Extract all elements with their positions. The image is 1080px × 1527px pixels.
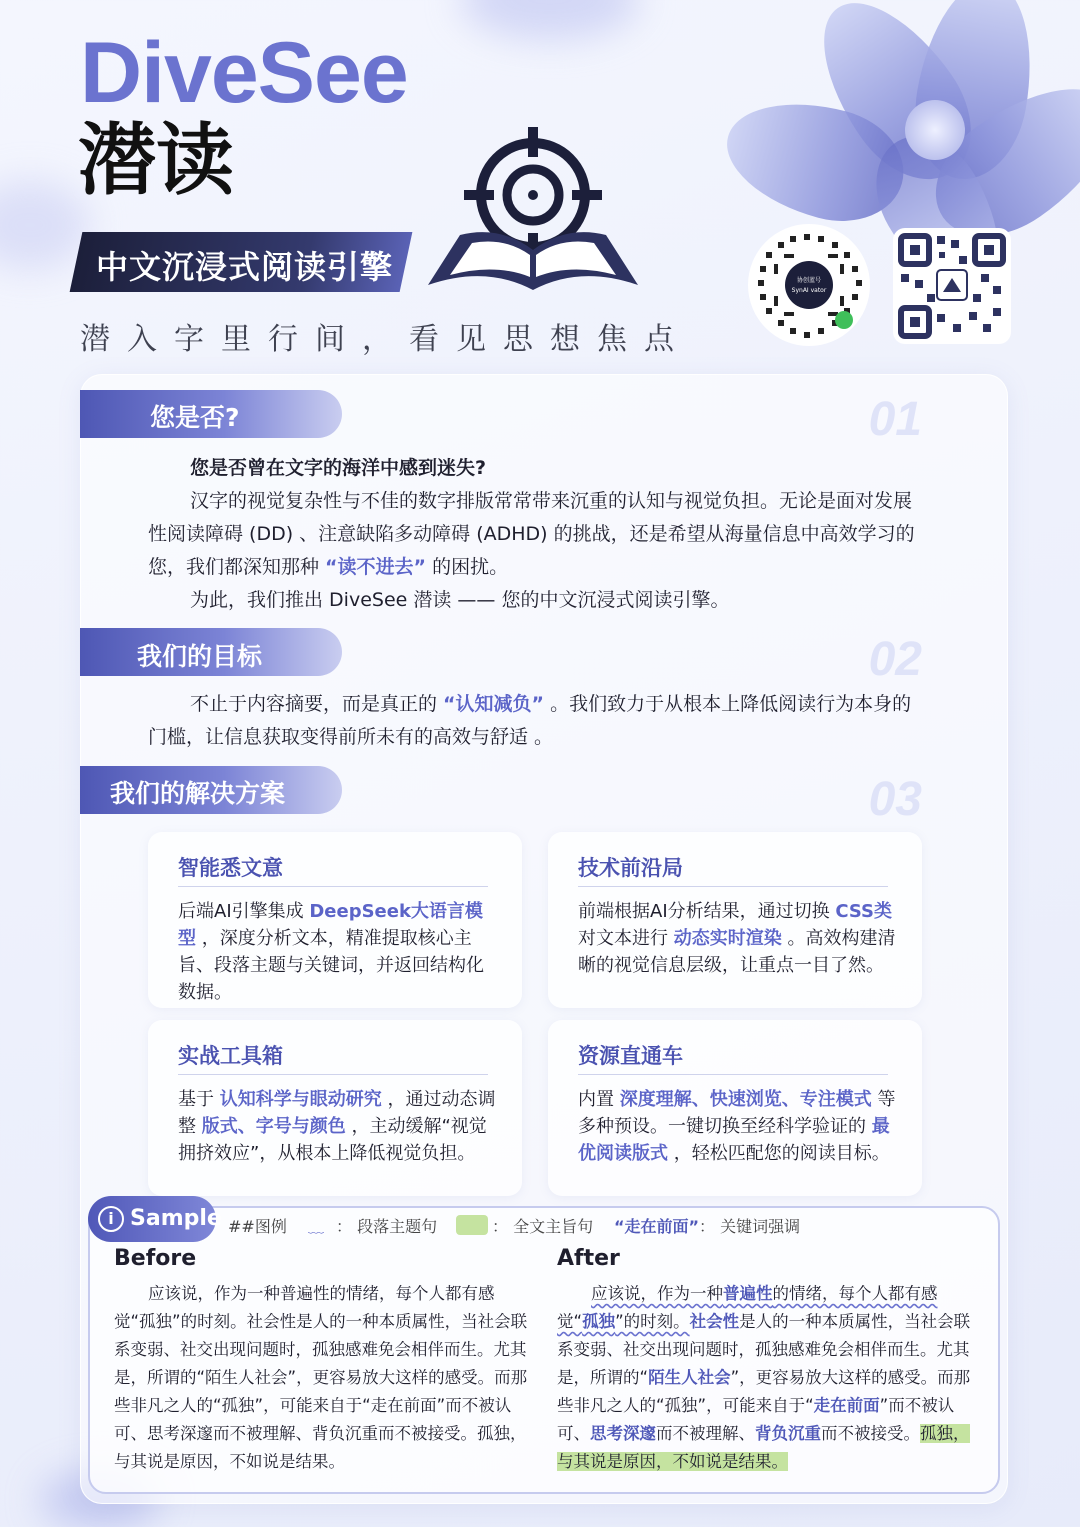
- section-number-1: 01: [868, 393, 922, 446]
- svg-text:协创蓝号: 协创蓝号: [796, 277, 822, 284]
- section-title-3: 我们的解决方案: [110, 779, 286, 808]
- card-title: 技术前沿局: [578, 856, 683, 880]
- legend-wavy: ： 段落主题句: [336, 1217, 438, 1236]
- card-title: 智能悉文意: [178, 856, 283, 880]
- highlight-text: “认知减负”: [443, 693, 545, 715]
- before-title: Before: [114, 1246, 197, 1271]
- section-title-2: 我们的目标: [137, 642, 263, 671]
- legend-title: ##图例: [228, 1217, 287, 1236]
- card-body: 内置 深度理解、快速浏览、专注模式 等多种预设。一键切换至经科学验证的 最优阅读版式 ，轻松匹配您的阅读目标。: [578, 1089, 896, 1164]
- solution-card-2: [548, 832, 922, 1008]
- after-title: After: [557, 1246, 620, 1271]
- section-1-closing: 为此，我们推出 DiveSee 潜读 —— 您的中文沉浸式阅读引擎。: [190, 589, 730, 611]
- brand-chinese-title: 潜读: [78, 116, 235, 206]
- section-1-lead: 您是否曾在文字的海洋中感到迷失?: [190, 457, 487, 479]
- solution-card-4: [548, 1020, 922, 1196]
- mini-program-code-icon: [748, 224, 870, 346]
- card-title: 资源直通车: [578, 1044, 683, 1068]
- slogan: 潜入字里行间，看见思想焦点: [80, 322, 691, 357]
- before-text: 应该说，作为一种普遍性的情绪，每个人都有感觉“孤独”的时刻。社会性是人的一种本质属性，当社会联系变弱、社交出现问题时，孤独感难免会相伴而生。尤其是，所谓的“陌生人社会”，更容易放大这样的感受。而那些非凡之人的“孤独”，可能来自于“走在前面”而不被认可、思考深邃而不被理解、背负沉重而不被接受。孤独，与其说是原因，不如说是结果。: [114, 1284, 528, 1471]
- main-idea-highlight: 孤独，与其说是原因，不如说是结果。: [557, 1424, 970, 1471]
- after-text: 应该说，作为一种普遍性的情绪，每个人都有感觉“孤独”的时刻。社会性是人的一种本质属性，当社会联系变弱、社交出现问题时，孤独感难免会相伴而生。尤其是，所谓的“陌生人社会”，更容易放大这样的感受。而那些非凡之人的“孤独”，可能来自于“走在前面”而不被认可、思考深邃而不被理解、背负沉重而不被接受。孤独，与其说是原因，不如说是结果。: [557, 1284, 971, 1471]
- card-body: 前端根据AI分析结果，通过切换 CSS类 对文本进行 动态实时渲染 。高效构建清晰的视觉信息层级，让重点一目了然。: [578, 901, 896, 976]
- solution-card-3: [148, 1020, 522, 1196]
- card-divider: [178, 886, 488, 887]
- mini-program-code[interactable]: [748, 224, 870, 346]
- green-swatch-icon: [456, 1215, 488, 1235]
- section-number-2: 02: [868, 633, 922, 686]
- svg-text:SynAI vator: SynAI vator: [791, 287, 827, 294]
- bg-blob-top: [460, 0, 640, 40]
- legend-keyword: “走在前面”： 关键词强调: [614, 1217, 801, 1236]
- tagline: 中文沉浸式阅读引擎: [96, 248, 394, 286]
- card-divider: [578, 886, 888, 887]
- highlight-text: “读不进去”: [325, 556, 427, 578]
- target-book-icon: [420, 125, 650, 300]
- card-body: 后端AI引擎集成 DeepSeek大语言模型 ，深度分析文本，精准提取核心主旨、段落主题与关键词，并返回结构化数据。: [178, 901, 484, 1003]
- card-body: 基于 认知科学与眼动研究 ，通过动态调整 版式、字号与颜色 ，主动缓解“视觉拥挤效应”，从根本上降低视觉负担。: [178, 1089, 496, 1164]
- section-number-3: 03: [868, 773, 922, 826]
- legend-green: ： 全文主旨句: [492, 1217, 594, 1236]
- sample-label: Sample: [130, 1206, 222, 1231]
- solution-card-1: [148, 832, 522, 1008]
- card-divider: [178, 1074, 488, 1075]
- brand-title: DiveSee: [80, 25, 408, 121]
- wavy-underline-icon: ﹏: [308, 1217, 325, 1236]
- card-title: 实战工具箱: [178, 1044, 283, 1068]
- section-1-body: 您是否曾在文字的海洋中感到迷失? 汉字的视觉复杂性与不佳的数字排版常常带来沉重的认知与视觉负担。无论是面对发展性阅读障碍 (DD) 、注意缺陷多动障碍 (ADHD) 的挑战，还是希望从海量信息中高效学习的您，我们都深知那种 “读不进去” 的困扰。 为此，我们推出 DiveSee 潜读 —— 您的中文沉浸式阅读引擎。: [148, 457, 915, 611]
- card-divider: [578, 1074, 888, 1075]
- qr-code-icon: [893, 228, 1011, 344]
- section-title-1: 您是否?: [150, 403, 240, 432]
- info-icon: i: [98, 1206, 124, 1232]
- section-2-body: 不止于内容摘要，而是真正的 “认知减负” 。我们致力于从根本上降低阅读行为本身的门槛，让信息获取变得前所未有的高效与舒适 。: [148, 693, 912, 748]
- qr-code[interactable]: [893, 228, 1011, 344]
